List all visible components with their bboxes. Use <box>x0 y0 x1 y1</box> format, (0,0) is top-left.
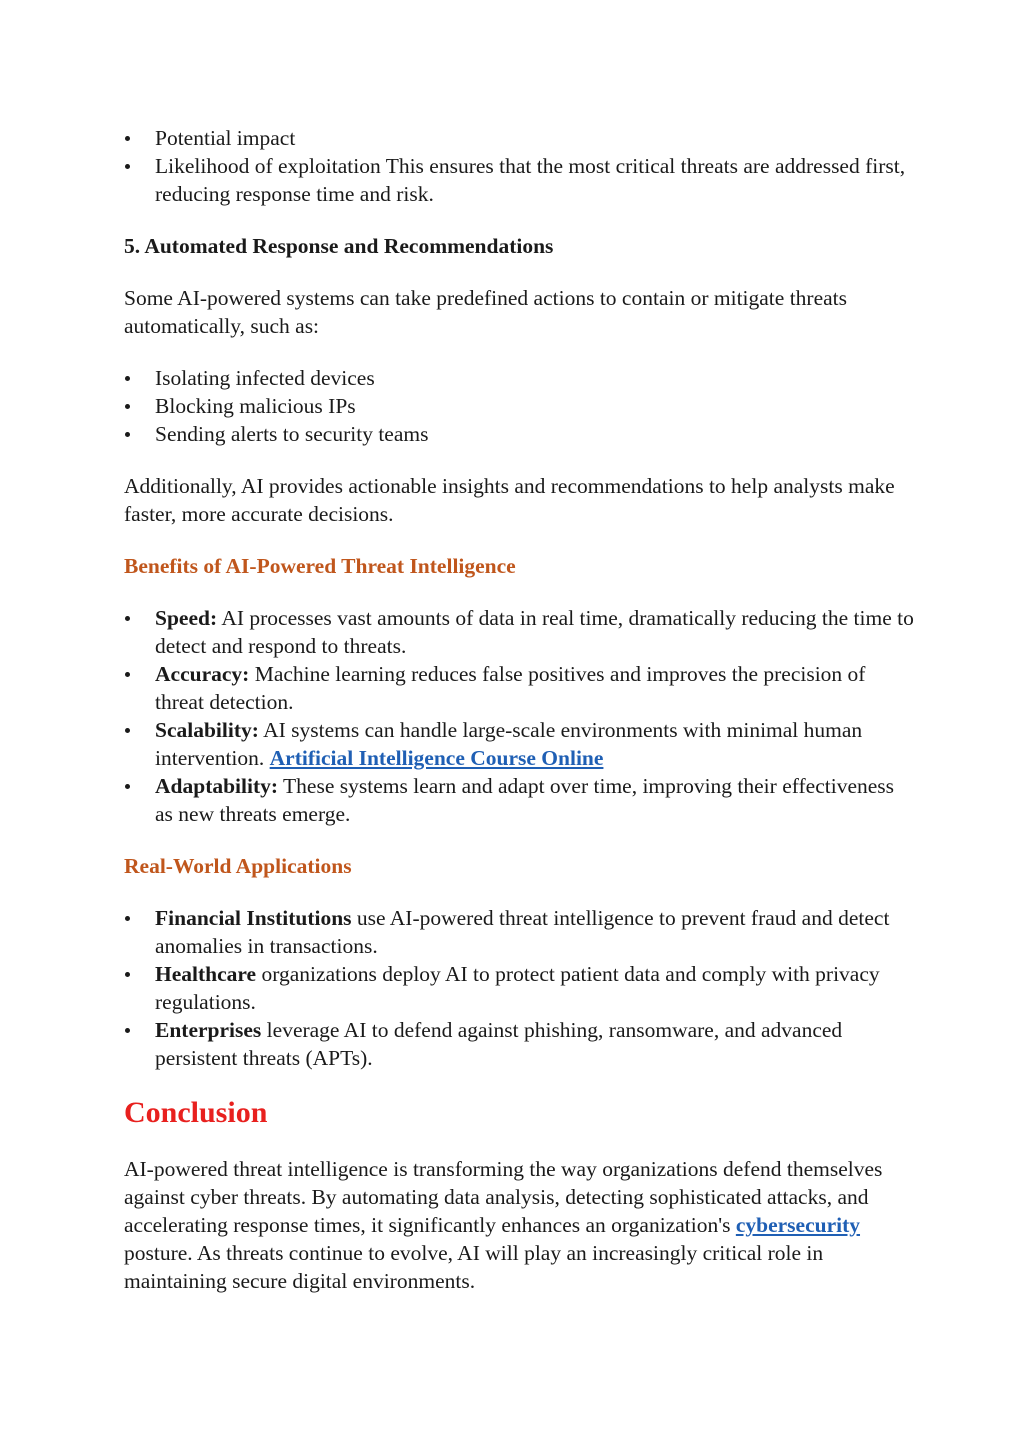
list-item-scalability <box>124 716 914 772</box>
top-bullet-list <box>124 124 914 208</box>
benefit-text: Machine learning reduces false positives and improves the precision of threat detection. <box>155 662 866 714</box>
application-label: Enterprises <box>155 1018 262 1042</box>
list-item <box>124 364 914 392</box>
conclusion-heading: Conclusion <box>124 1096 268 1129</box>
list-item-text: Blocking malicious IPs <box>155 394 356 418</box>
section-heading-benefits: Benefits of AI-Powered Threat Intelligence <box>124 554 516 578</box>
conclusion-text-before: AI-powered threat intelligence is transforming the way organizations defend themselves against cyber threats. By automating data analysis, detecting sophisticated attacks, and accelerating response times, it significantly enhances an organization's <box>124 1157 883 1237</box>
section-heading-applications: Real-World Applications <box>124 854 352 878</box>
list-item-accuracy <box>124 660 914 716</box>
benefit-text: AI systems can handle large-scale environments with minimal human intervention. <box>155 718 863 770</box>
application-text: use AI-powered threat intelligence to prevent fraud and detect anomalies in transactions. <box>155 906 890 958</box>
applications-list <box>124 904 914 1072</box>
benefit-label: Adaptability: <box>155 774 279 798</box>
list-item-text: Sending alerts to security teams <box>155 422 429 446</box>
list-item <box>124 392 914 420</box>
benefits-list <box>124 604 914 828</box>
list-item-enterprises <box>124 1016 914 1072</box>
list-item-healthcare <box>124 960 914 1016</box>
list-item <box>124 124 914 152</box>
benefit-text: These systems learn and adapt over time, improving their effectiveness as new threats emerge. <box>155 774 895 826</box>
list-item-adaptability <box>124 772 914 828</box>
application-text: organizations deploy AI to protect patient data and comply with privacy regulations. <box>155 962 880 1014</box>
document-page <box>124 124 914 1295</box>
paragraph-automated-intro: Some AI-powered systems can take predefined actions to contain or mitigate threats automatically, such as: <box>124 286 848 338</box>
benefit-text: AI processes vast amounts of data in real time, dramatically reducing the time to detect and respond to threats. <box>155 606 914 658</box>
benefit-label: Scalability: <box>155 718 259 742</box>
section-heading-automated-response: 5. Automated Response and Recommendations <box>124 234 554 258</box>
cybersecurity-link[interactable]: cybersecurity <box>735 1213 861 1237</box>
ai-course-link[interactable]: Artificial Intelligence Course Online <box>269 746 604 770</box>
benefit-label: Speed: <box>155 606 218 630</box>
list-item-text: Potential impact <box>155 126 296 150</box>
list-item-speed <box>124 604 914 660</box>
application-text: leverage AI to defend against phishing, ransomware, and advanced persistent threats (APTs). <box>155 1018 843 1070</box>
application-label: Healthcare <box>155 962 257 986</box>
conclusion-text-after: posture. As threats continue to evolve, AI will play an increasingly critical role in maintaining secure digital environments. <box>124 1241 824 1293</box>
list-item-text: Likelihood of exploitation This ensures that the most critical threats are addressed first, reducing response time and risk. <box>155 154 906 206</box>
list-item-text: Isolating infected devices <box>155 366 375 390</box>
benefit-label: Accuracy: <box>155 662 250 686</box>
paragraph-automated-outro: Additionally, AI provides actionable insights and recommendations to help analysts make faster, more accurate decisions. <box>124 474 895 526</box>
list-item-financial <box>124 904 914 960</box>
automated-actions-list <box>124 364 914 448</box>
conclusion-paragraph <box>124 1155 914 1295</box>
application-label: Financial Institutions <box>155 906 352 930</box>
list-item <box>124 420 914 448</box>
list-item <box>124 152 914 208</box>
